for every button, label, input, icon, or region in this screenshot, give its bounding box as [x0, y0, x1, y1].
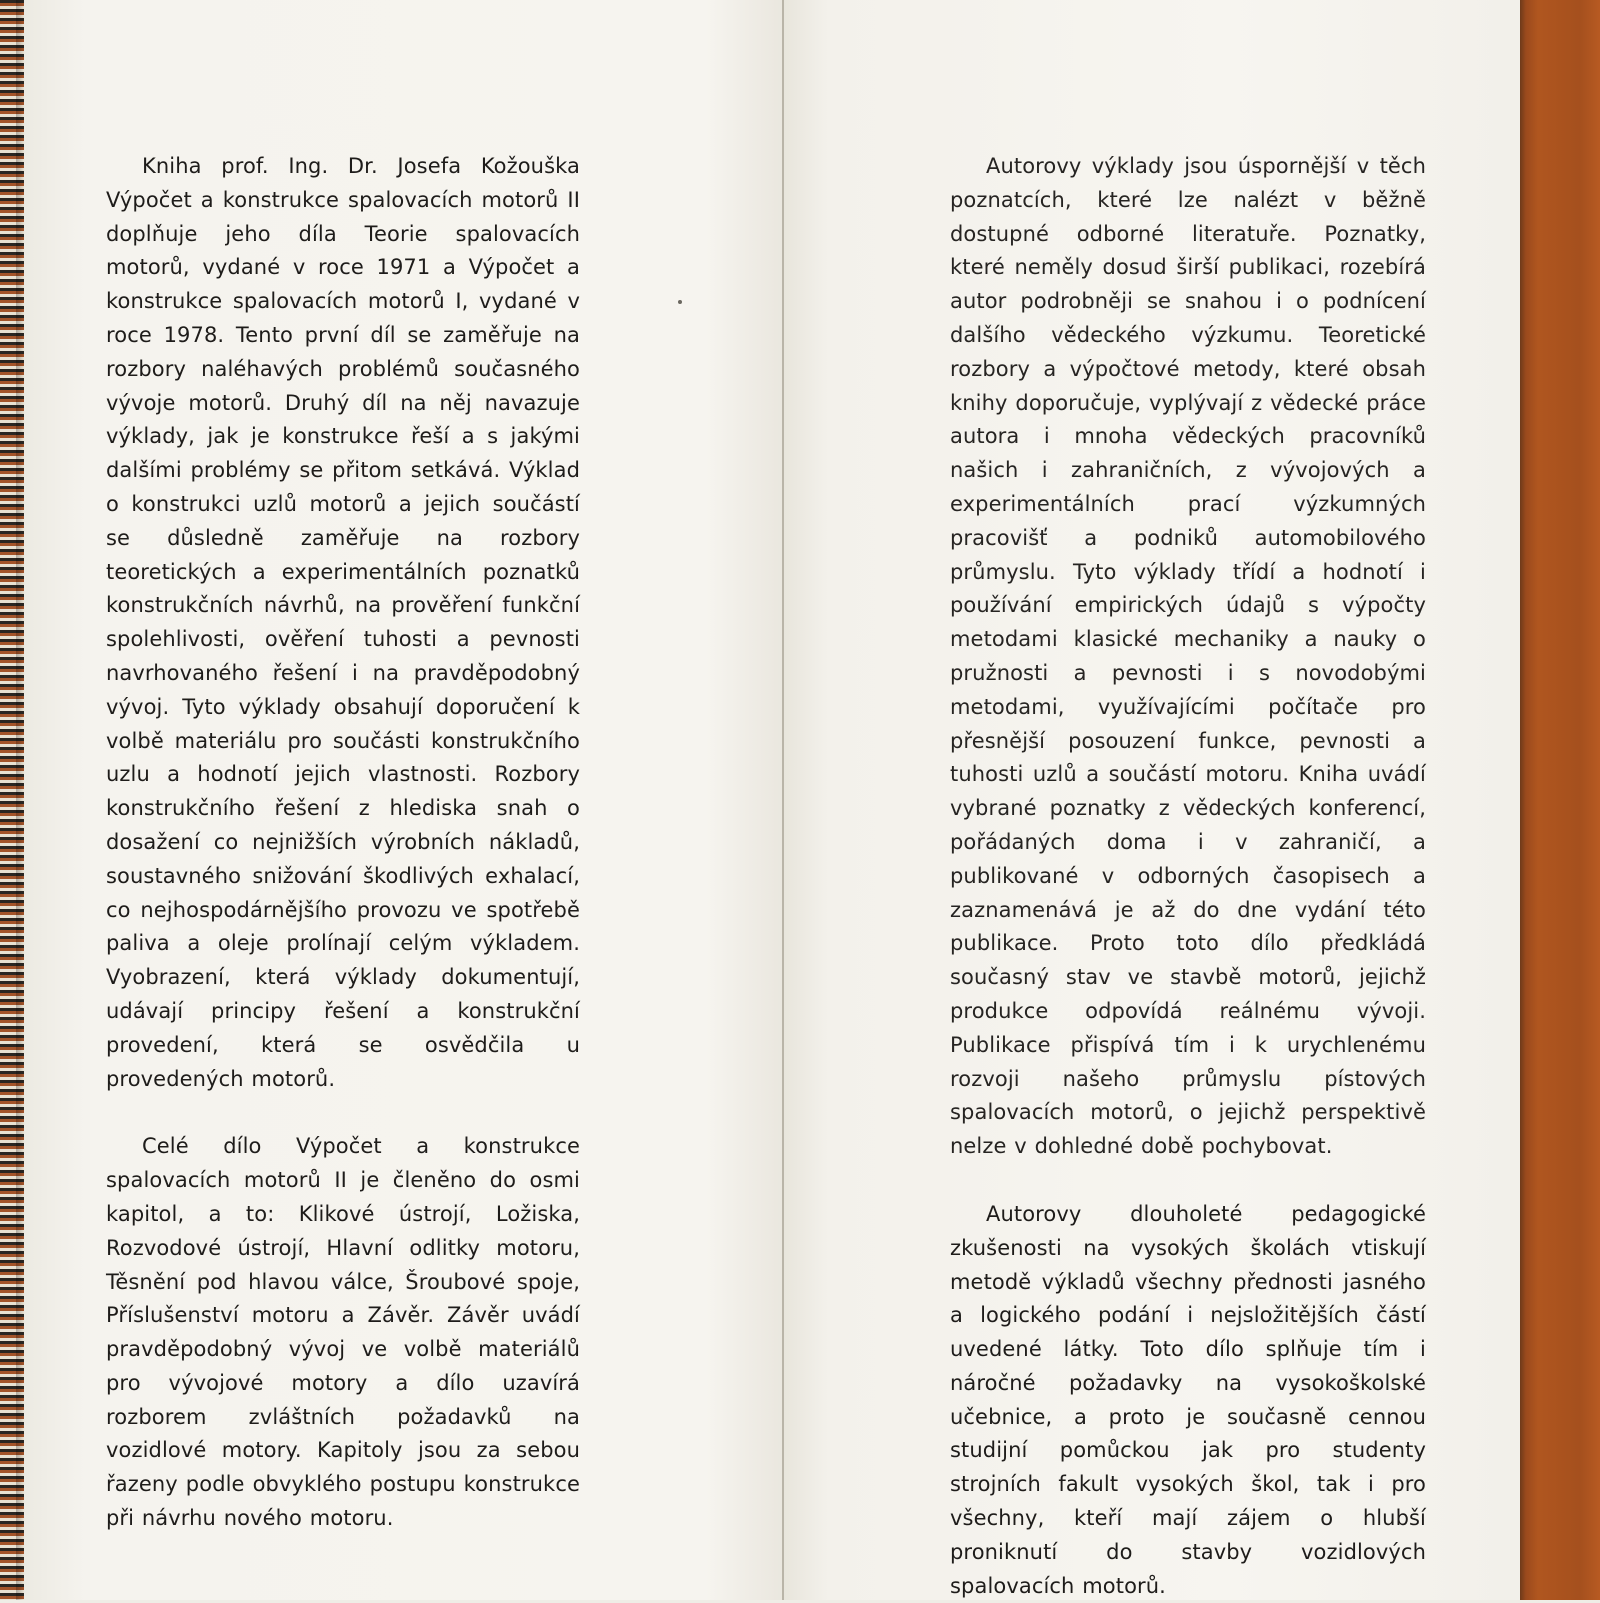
book-cover-edge	[1520, 0, 1600, 1600]
left-text-column	[106, 150, 580, 1536]
book-binding-edge	[0, 0, 24, 1600]
left-paragraph-2: Celé dílo Výpočet a konstrukce spalovacích motorů II je členěno do osmi kapitol, a to: Klikové ústrojí, Ložiska, Rozvodové ústrojí, Hlavní odlitky motoru, Těsnění pod hlavou válce, Šroubové spoje, Příslušenství motoru a Závěr. Závěr uvádí pravděpodobný vývoj ve volbě materiálů pro vývojové motory a dílo uzavírá rozborem zvláštních požadavků na vozidlové motory. Kapitoly jsou za sebou řazeny podle obvyklého postupu konstrukce při návrhu nového motoru.	[106, 1134, 580, 1531]
right-paragraph-2: Autorovy dlouholeté pedagogické zkušenosti na vysokých školách vtiskují metodě výkladů všechny přednosti jasného a logického podání i nejsložitějších částí uvedené látky. Toto dílo splňuje tím i náročné požadavky na vysokoškolské učebnice, a proto je současně cennou studijní pomůckou jak pro studenty strojních fakult vysokých škol, tak i pro všechny, kteří mají zájem o hlubší proniknutí do stavby vozidlových spalovacích motorů.	[950, 1201, 1426, 1598]
right-paragraph-1: Autorovy výklady jsou úspornější v těch poznatcích, které lze nalézt v běžně dostupné odborné literatuře. Poznatky, které neměly dosud širší publikaci, rozebírá autor podrobněji se snahou i o podnícení dalšího vědeckého výzkumu. Teoretické rozbory a výpočtové metody, které obsah knihy doporučuje, vyplývají z vědecké práce autora i mnoha vědeckých pracovníků našich i zahraničních, z vývojových a experimentálních prací výzkumných pracovišť a podniků automobilového průmyslu. Tyto výklady třídí a hodnotí i používání empirických údajů s výpočty metodami klasické mechaniky a nauky o pružnosti a pevnosti i s novodobými metodami, využívajícími počítače pro přesnější posouzení funkce, pevnosti a tuhosti uzlů a součástí motoru. Kniha uvádí vybrané poznatky z vědeckých konferencí, pořádaných doma i v zahraničí, a publikované v odborných časopisech a zaznamenává je až do dne vydání této publikace. Proto toto dílo předkládá současný stav ve stavbě motorů, jejichž produkce odpovídá reálnému vývoji. Publikace přispívá tím i k urychlenému rozvoji našeho průmyslu pístových spalovacích motorů, o jejichž perspektivě nelze v dohledné době pochybovat.	[950, 154, 1426, 1159]
left-paragraph-1: Kniha prof. Ing. Dr. Josefa Kožouška Výpočet a konstrukce spalovacích motorů II doplňuje jeho díla Teorie spalovacích motorů, vydané v roce 1971 a Výpočet a konstrukce spalovacích motorů I, vydané v roce 1978. Tento první díl se zaměřuje na rozbory naléhavých problémů současného vývoje motorů. Druhý díl na něj navazuje výklady, jak je konstrukce řeší a s jakými dalšími problémy se přitom setkává. Výklad o konstrukci uzlů motorů a jejich součástí se důsledně zaměřuje na rozbory teoretických a experimentálních poznatků konstrukčních návrhů, na prověření funkční spolehlivosti, ověření tuhosti a pevnosti navrhovaného řešení i na pravděpodobný vývoj. Tyto výklady obsahují doporučení k volbě materiálu pro součásti konstrukčního uzlu a hodnotí jejich vlastnosti. Rozbory konstrukčního řešení z hlediska snah o dosažení co nejnižších výrobních nákladů, soustavného snižování škodlivých exhalací, co nejhospodárnějšího provozu ve spotřebě paliva a oleje prolínají celým výkladem. Vyobrazení, která výklady dokumentují, udávají principy řešení a konstrukční provedení, která se osvědčila u provedených motorů.	[106, 154, 580, 1091]
right-text-column	[950, 150, 1426, 1603]
paper-speck	[678, 300, 682, 304]
